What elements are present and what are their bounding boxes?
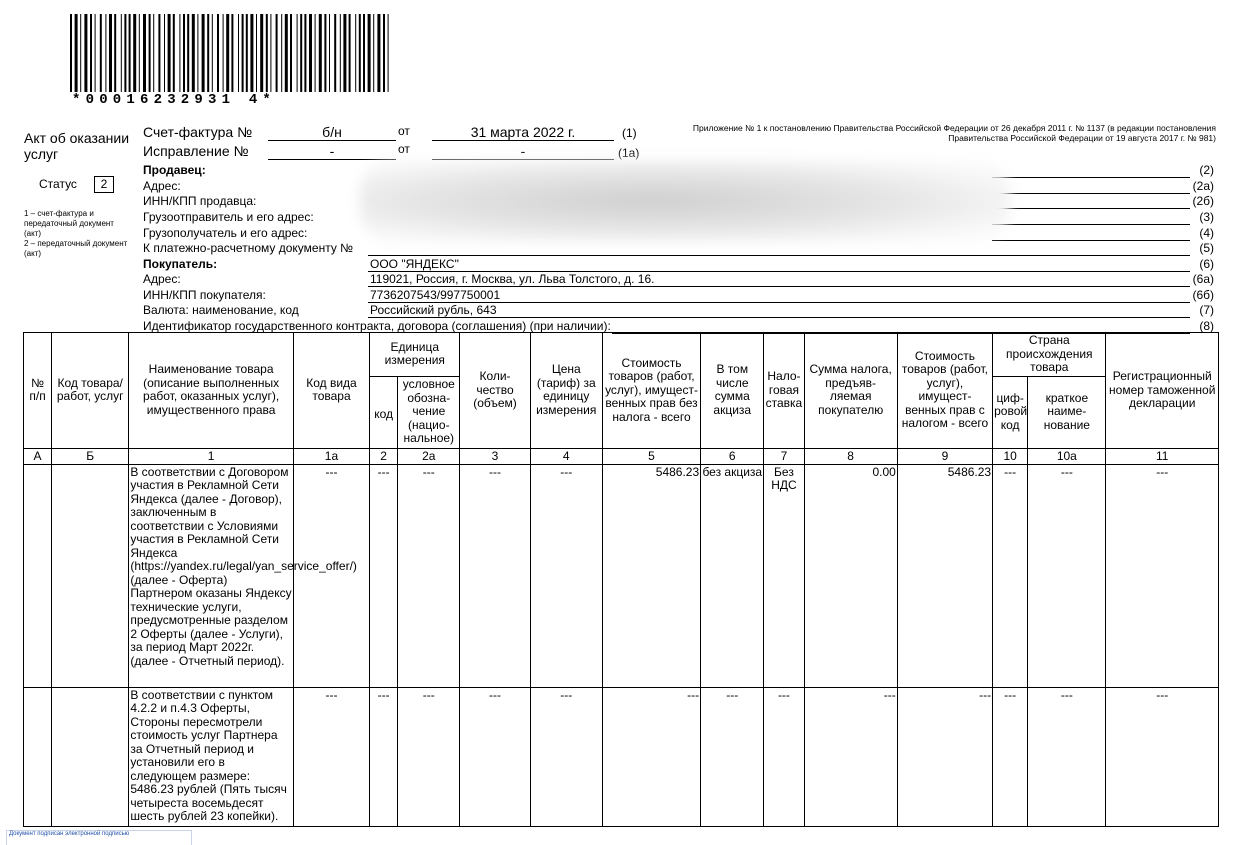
barcode-bar	[276, 14, 278, 92]
correction-from: от	[398, 142, 410, 156]
cell-price: ---	[530, 464, 602, 687]
barcode-bar	[309, 14, 312, 92]
seller-address-code: (2а)	[1192, 179, 1214, 193]
buyer-value: ООО "ЯНДЕКС"	[370, 257, 459, 271]
payment-doc-underline	[992, 255, 1190, 256]
contract-id-label: Идентификатор государственного контракта, договора (соглашения) (при наличии):	[143, 319, 611, 333]
buyer-address-label: Адрес:	[143, 272, 181, 286]
buyer-inn-label: ИНН/КПП покупателя:	[143, 288, 266, 302]
barcode-bar	[100, 14, 102, 92]
cell-customs: ---	[1106, 464, 1219, 687]
barcode-bar	[266, 14, 268, 92]
barcode-bar	[217, 14, 219, 92]
buyer-code: (6)	[1199, 257, 1214, 271]
column-index: 9	[897, 448, 992, 464]
barcode-bar	[363, 14, 365, 92]
cell-unit-code: ---	[370, 464, 398, 687]
barcode-bar	[297, 14, 298, 92]
column-index: А	[24, 448, 52, 464]
header-name: Наименование товара (описание выполненных работ, оказанных услуг), имущественного права	[129, 333, 294, 449]
cell-n	[24, 687, 52, 826]
cell-tax: 0.00	[804, 464, 897, 687]
cell-unit-name: ---	[398, 464, 460, 687]
barcode-bar	[373, 14, 374, 92]
barcode-bar	[153, 14, 154, 92]
correction-number: -	[268, 143, 396, 160]
buyer-address-value: 119021, Россия, г. Москва, ул. Льва Толстого, д. 16.	[370, 272, 655, 286]
barcode-bar	[158, 14, 160, 92]
status-legend-2: 2 – передаточный документ (акт)	[24, 239, 128, 258]
header-country-name: краткое наиме-нование	[1028, 376, 1106, 448]
document-type: Акт об оказании услуг	[24, 130, 130, 162]
cell-n	[24, 464, 52, 687]
table-row	[24, 464, 1219, 687]
barcode-bar	[212, 14, 213, 92]
header-code: Код товара/ работ, услуг	[52, 333, 129, 449]
seller-inn-underline	[992, 208, 1190, 209]
barcode-bar	[143, 14, 146, 92]
column-index: 10а	[1028, 448, 1106, 464]
invoice-table	[23, 332, 1219, 827]
shipper-code: (3)	[1199, 210, 1214, 224]
barcode-bar	[368, 14, 371, 92]
barcode-bar	[70, 14, 72, 92]
header-cost: Стоимость товаров (работ, услуг), имущест-венных прав без налога - всего	[602, 333, 700, 449]
barcode-bar	[197, 14, 198, 92]
barcode-bar	[164, 14, 165, 92]
cell-customs: ---	[1106, 687, 1219, 826]
header-country: Страна происхождения товара	[993, 333, 1106, 377]
barcode-bar	[121, 14, 122, 92]
payment-doc-code: (5)	[1199, 241, 1214, 255]
barcode-bar	[207, 14, 209, 92]
barcode-bar	[80, 14, 81, 92]
cell-country-name: ---	[1028, 687, 1106, 826]
status-value: 2	[94, 176, 114, 193]
seller-inn-code: (2б)	[1192, 194, 1214, 208]
barcode-bar	[324, 14, 326, 92]
status-legend-1: 1 – счет-фактура и передаточный документ (акт)	[24, 209, 114, 238]
cell-kind: ---	[293, 464, 369, 687]
barcode-bar	[139, 14, 140, 92]
cell-unit-name: ---	[398, 687, 460, 826]
currency-value: Российский рубль, 643	[370, 303, 497, 317]
column-index: 5	[602, 448, 700, 464]
header-tax: Сумма налога, предъяв-ляемая покупателю	[804, 333, 897, 449]
payment-doc-label: К платежно-расчетному документу №	[143, 241, 354, 255]
column-index: 11	[1106, 448, 1219, 464]
barcode-bar	[231, 14, 233, 92]
column-index: 2а	[398, 448, 460, 464]
header-total: Стоимость товаров (работ, услуг), имущест-венных прав с налогом - всего	[897, 333, 992, 449]
seller-underline	[992, 177, 1190, 178]
buyer-address-underline	[368, 286, 1190, 287]
correction-label: Исправление №	[143, 143, 249, 159]
cell-rate: ---	[764, 687, 804, 826]
barcode-bar	[256, 14, 257, 92]
barcode-bar	[250, 14, 253, 92]
column-index: 8	[804, 448, 897, 464]
shipper-label: Грузоотправитель и его адрес:	[143, 210, 314, 224]
cell-cost: 5486.23	[602, 464, 700, 687]
barcode	[70, 14, 394, 92]
barcode-bar	[340, 14, 341, 92]
cell-name: В соответствии с пунктом 4.2.2 и п.4.3 Оферты, Стороны пересмотрели стоимость услуг Партнера за Отчетный период и установили его в следующем размере: 5486.23 рублей (Пять тысяч четыреста восемьдесят шесть рублей 23 копейки).	[129, 687, 294, 826]
barcode-bar	[285, 14, 288, 92]
cell-kind: ---	[293, 687, 369, 826]
header-price: Цена (тариф) за единицу измерения	[530, 333, 602, 449]
cell-total: 5486.23	[897, 464, 992, 687]
barcode-bar	[187, 14, 189, 92]
seller-label: Продавец:	[143, 163, 206, 177]
barcode-bar	[315, 14, 316, 92]
cell-excise: без акциза	[701, 464, 764, 687]
barcode-bar	[105, 14, 106, 92]
column-index: 6	[701, 448, 764, 464]
consignee-code: (4)	[1199, 226, 1214, 240]
consignee-label: Грузополучатель и его адрес:	[143, 226, 308, 240]
barcode-bar	[290, 14, 292, 92]
buyer-label: Покупатель:	[143, 257, 218, 271]
cell-tax: ---	[804, 687, 897, 826]
cell-code	[52, 687, 129, 826]
contract-id-code: (8)	[1199, 319, 1214, 333]
barcode-bar	[129, 14, 131, 92]
column-index: 10	[993, 448, 1028, 464]
barcode-bar	[223, 14, 224, 92]
cell-total: ---	[897, 687, 992, 826]
cell-country-code: ---	[993, 464, 1028, 687]
correction-code: (1а)	[618, 146, 640, 160]
barcode-bar	[124, 14, 126, 92]
barcode-bar	[75, 14, 78, 92]
header-excise: В том числе сумма акциза	[701, 333, 764, 449]
column-index: 2	[370, 448, 398, 464]
currency-code: (7)	[1199, 303, 1214, 317]
header-unit: Единица измерения	[370, 333, 460, 377]
barcode-bar	[355, 14, 356, 92]
header-n: № п/п	[24, 333, 52, 449]
annex-note: Приложение № 1 к постановлению Правительства Российской Федерации от 26 декабря 2011 г. № 1137 (в редакции постановления Правительства Российской Федерации от 19 августа 2017 г. № 981)	[692, 123, 1216, 143]
header-country-code: циф-ровой код	[993, 376, 1028, 448]
barcode-bar	[168, 14, 171, 92]
barcode-bar	[173, 14, 175, 92]
cell-price: ---	[530, 687, 602, 826]
cell-qty: ---	[460, 464, 530, 687]
header-rate: Нало-говая ставка	[764, 333, 804, 449]
column-index: 3	[460, 448, 530, 464]
signature-note: Документ подписан электронной подписью	[6, 830, 192, 845]
header-unit-name: условное обозна-чение (нацио-нальное)	[398, 376, 460, 448]
invoice-number: б/н	[268, 124, 396, 141]
barcode-bar	[109, 14, 112, 92]
barcode-bar	[84, 14, 87, 92]
invoice-from: от	[398, 124, 410, 138]
barcode-bar	[329, 14, 330, 92]
buyer-inn-value: 7736207543/997750001	[370, 288, 501, 302]
barcode-bar	[242, 14, 244, 92]
invoice-date: 31 марта 2022 г.	[432, 124, 614, 141]
header-kind: Код вида товара	[293, 333, 369, 449]
barcode-bar	[300, 14, 302, 92]
column-index: 4	[530, 448, 602, 464]
status-label: Статус	[39, 177, 77, 191]
column-index: Б	[52, 448, 129, 464]
cell-cost: ---	[602, 687, 700, 826]
cell-code	[52, 464, 129, 687]
barcode-bar	[114, 14, 116, 92]
invoice-label: Счет-фактура №	[143, 124, 253, 140]
barcode-bar	[179, 14, 180, 92]
table-row	[24, 687, 1219, 826]
cell-qty: ---	[460, 687, 530, 826]
buyer-address-code: (6а)	[1192, 272, 1214, 286]
redacted-seller-info	[360, 160, 1010, 242]
barcode-bar	[388, 14, 389, 92]
column-index-row	[24, 448, 1219, 464]
invoice-code: (1)	[622, 126, 637, 140]
barcode-bar	[281, 14, 282, 92]
barcode-bar	[260, 14, 263, 92]
barcode-bar	[192, 14, 195, 92]
cell-rate: Без НДС	[764, 464, 804, 687]
buyer-inn-code: (6б)	[1192, 288, 1214, 302]
barcode-bar	[349, 14, 351, 92]
correction-date: -	[432, 143, 614, 160]
barcode-bar	[133, 14, 136, 92]
barcode-bar	[95, 14, 96, 92]
seller-code: (2)	[1199, 163, 1214, 177]
barcode-bar	[202, 14, 205, 92]
shipper-underline	[992, 224, 1190, 225]
cell-unit-code: ---	[370, 687, 398, 826]
barcode-bar	[383, 14, 385, 92]
header-customs: Регистрационный номер таможенной декларации	[1106, 333, 1219, 449]
barcode-number: *00016232931 4*	[72, 92, 277, 108]
header-unit-code: код	[370, 376, 398, 448]
column-index: 1	[129, 448, 294, 464]
cell-excise: ---	[701, 687, 764, 826]
currency-underline	[368, 317, 1190, 318]
barcode-bar	[238, 14, 239, 92]
header-qty: Коли-чество (объем)	[460, 333, 530, 449]
column-index: 7	[764, 448, 804, 464]
status-legend	[24, 209, 132, 259]
currency-label: Валюта: наименование, код	[143, 303, 299, 317]
cell-country-code: ---	[993, 687, 1028, 826]
barcode-bar	[226, 14, 229, 92]
barcode-bar	[270, 14, 271, 92]
barcode-bar	[319, 14, 322, 92]
barcode-bar	[246, 14, 248, 92]
barcode-bar	[90, 14, 92, 92]
barcode-bar	[149, 14, 151, 92]
barcode-bar	[183, 14, 185, 92]
barcode-bar	[304, 14, 306, 92]
cell-name: В соответствии с Договором участия в Рекламной Сети Яндекса (далее - Договор), заключенным в соответствии с Условиями участия в Рекламной Сети Яндекса (https://yandex.ru/legal/yan_service_offer/) (далее - Оферта) Партнером оказаны Яндексу технические услуги, предусмотренные разделом 2 Оферты (далее - Услуги), за период Март 2022г. (далее - Отчетный период).	[129, 464, 294, 687]
barcode-bar	[377, 14, 380, 92]
cell-country-name: ---	[1028, 464, 1106, 687]
barcode-bar	[343, 14, 346, 92]
seller-address-label: Адрес:	[143, 179, 181, 193]
barcode-bar	[334, 14, 336, 92]
column-index: 1а	[293, 448, 369, 464]
payment-doc-underline-left	[368, 255, 992, 256]
seller-inn-label: ИНН/КПП продавца:	[143, 194, 257, 208]
barcode-bar	[359, 14, 361, 92]
